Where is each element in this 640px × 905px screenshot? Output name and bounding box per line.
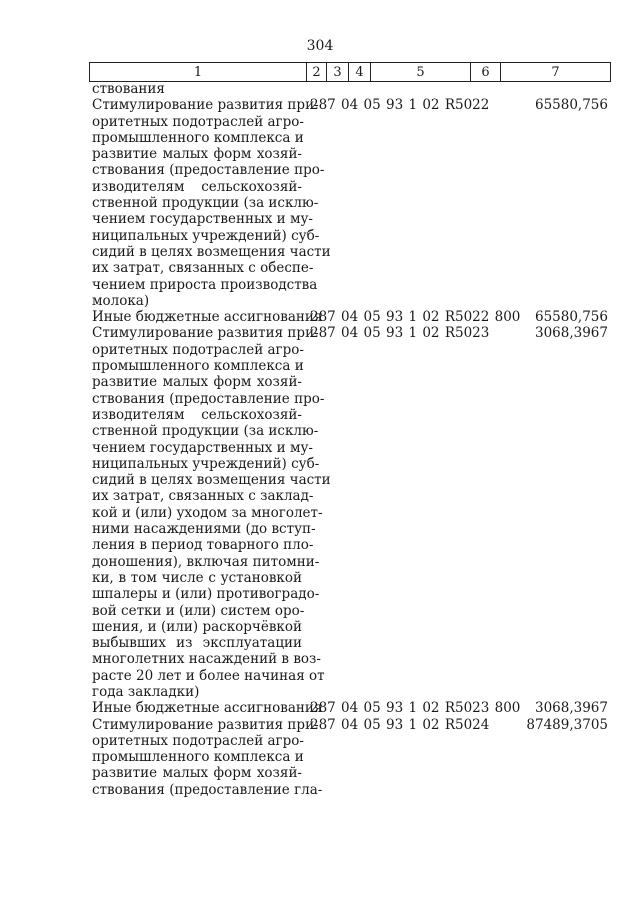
row-description	[92, 81, 302, 97]
row-description	[92, 700, 323, 717]
description-line: ниципальных учреждений) суб-	[92, 455, 320, 472]
description-line: вой сетки и (или) систем оро-	[92, 602, 305, 619]
column-header-7: 7	[551, 64, 560, 80]
table-row	[0, 717, 640, 798]
description-line: сидий в целях возмещения части	[92, 243, 331, 260]
description-line: Иные бюджетные ассигнования	[92, 700, 323, 717]
amount-value: 3068,3967	[534, 325, 608, 342]
description-line: их затрат, связанных с заклад-	[92, 488, 314, 505]
table-column-header	[89, 62, 611, 82]
row-description	[92, 97, 331, 309]
budget-classification-codes: 287 04 05 93 1 02 R5023 800	[310, 700, 521, 717]
description-line: Стимулирование развития при-	[92, 97, 319, 114]
description-line: ними насаждениями (до вступ-	[92, 521, 316, 538]
description-line: ниципальных учреждений) суб-	[92, 227, 320, 244]
description-line: ствования	[92, 81, 165, 97]
description-line: оритетных подотраслей агро-	[92, 341, 304, 358]
description-line: сидий в целях возмещения части	[92, 472, 331, 489]
table-row	[0, 700, 640, 716]
description-line: молока)	[92, 292, 150, 309]
table-row	[0, 309, 640, 325]
description-line: оритетных подотраслей агро-	[92, 113, 304, 130]
amount-value: 65580,756	[534, 309, 608, 326]
page-number: 304	[306, 38, 334, 54]
description-line: развитие малых форм хозяй-	[92, 146, 302, 163]
row-description	[92, 309, 323, 326]
budget-classification-codes: 287 04 05 93 1 02 R5024	[310, 716, 490, 733]
amount-value: 65580,756	[534, 97, 608, 114]
description-line: ствования (предоставление гла-	[92, 781, 323, 798]
budget-table-body	[0, 81, 640, 798]
description-line: доношения), включая питомни-	[92, 553, 320, 570]
table-row	[0, 97, 640, 309]
description-line: ления в период товарного пло-	[92, 537, 314, 554]
column-header-3: 3	[327, 63, 349, 81]
budget-classification-codes: 287 04 05 93 1 02 R5022 800	[310, 309, 521, 326]
description-line: ствования (предоставление про-	[92, 390, 325, 407]
description-line: чением государственных и му-	[92, 211, 313, 228]
amount-value: 3068,3967	[534, 700, 608, 717]
column-header-2: 2	[307, 63, 327, 81]
description-line: Иные бюджетные ассигнования	[92, 309, 323, 326]
description-line: расте 20 лет и более начиная от	[92, 667, 325, 684]
column-header-6: 6	[471, 63, 501, 81]
description-line: выбывших из эксплуатации	[92, 635, 302, 652]
budget-classification-codes: 287 04 05 93 1 02 R5022	[310, 97, 490, 114]
description-line: их затрат, связанных с обеспе-	[92, 260, 314, 277]
description-line: кой и (или) уходом за многолет-	[92, 504, 323, 521]
description-line: шпалеры и (или) противоградо-	[92, 586, 320, 603]
description-line: изводителям сельскохозяй-	[92, 178, 302, 195]
budget-classification-codes: 287 04 05 93 1 02 R5023	[310, 325, 490, 342]
description-line: оритетных подотраслей агро-	[92, 732, 304, 749]
table-row	[0, 325, 640, 700]
description-line: развитие малых форм хозяй-	[92, 765, 302, 782]
description-line: многолетних насаждений в воз-	[92, 651, 321, 668]
column-header-4: 4	[349, 63, 371, 81]
description-line: Стимулирование развития при-	[92, 716, 319, 733]
description-line: шения, и (или) раскорчёвкой	[92, 618, 302, 635]
description-line: чением государственных и му-	[92, 439, 313, 456]
description-line: Стимулирование развития при-	[92, 325, 319, 342]
description-line: промышленного комплекса и	[92, 358, 304, 375]
row-description	[92, 325, 331, 700]
column-header-1: 1	[90, 63, 307, 81]
description-line: ственной продукции (за исклю-	[92, 423, 319, 440]
description-line: ственной продукции (за исклю-	[92, 195, 319, 212]
description-line: изводителям сельскохозяй-	[92, 406, 302, 423]
description-line: промышленного комплекса и	[92, 129, 304, 146]
table-row	[0, 81, 640, 97]
amount-value: 87489,3705	[526, 716, 608, 733]
description-line: года закладки)	[92, 683, 200, 700]
description-line: ки, в том числе с установкой	[92, 569, 302, 586]
column-header-5: 5	[371, 63, 471, 81]
row-description	[92, 716, 323, 798]
description-line: промышленного комплекса и	[92, 749, 304, 766]
description-line: чением прироста производства	[92, 276, 318, 293]
description-line: ствования (предоставление про-	[92, 162, 325, 179]
description-line: развитие малых форм хозяй-	[92, 374, 302, 391]
